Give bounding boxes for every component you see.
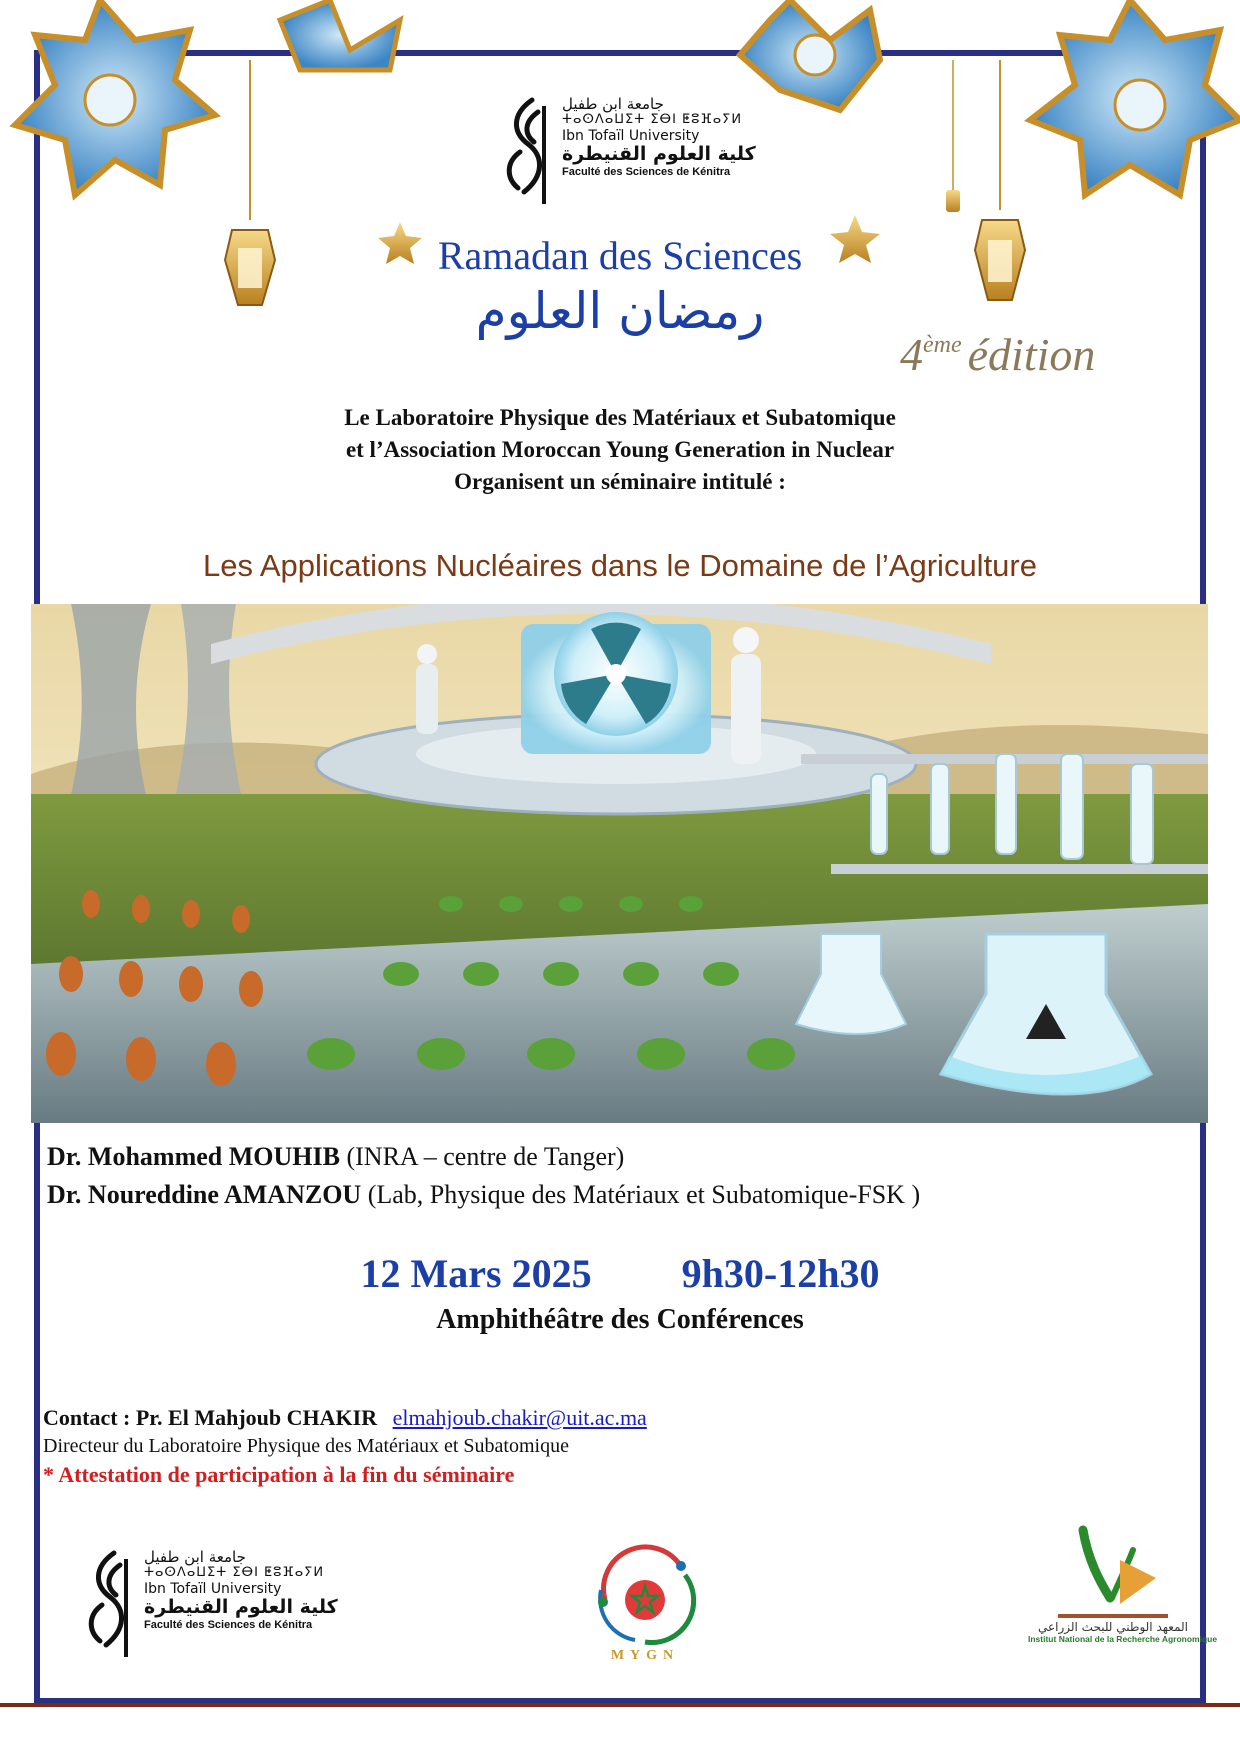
university-emblem-icon [80,1545,140,1665]
bottom-rule [0,1703,1240,1707]
university-name-en: Ibn Tofaïl University [562,128,700,145]
university-logo-bottom [80,1545,338,1665]
mygn-logo [585,1540,705,1675]
contact-line [43,1405,1143,1431]
organizer-line-1: Le Laboratoire Physique des Matériaux et Subatomique [344,405,896,430]
small-lantern [946,60,960,212]
edition-label [900,328,1160,381]
inra-logo [1028,1520,1218,1670]
contact-email-link[interactable]: elmahjoub.chakir@uit.ac.ma [392,1405,647,1430]
star-flower-left [15,0,215,195]
event-date: 12 Mars 2025 [360,1251,592,1296]
contact-role: Directeur du Laboratoire Physique des Matériaux et Subatomique [43,1435,569,1457]
contact-label: Contact : Pr. El Mahjoub CHAKIR [43,1405,378,1430]
star-flower-center-right [740,0,880,110]
seminar-title: Les Applications Nucléaires dans le Domaine de l’Agriculture [202,548,1037,583]
speakers-list [47,1138,1187,1213]
university-name-ar: جامعة ابن طفيل [562,95,664,113]
faculty-name-fr: Faculté des Sciences de Kénitra [144,1619,313,1632]
speaker-1-affiliation: (INRA – centre de Tanger) [346,1142,625,1171]
mygn-atom-icon [585,1540,705,1650]
organizer-line-3: Organisent un séminaire intitulé : [454,469,786,495]
star-flower-center-left [280,0,400,70]
lantern-left [225,60,275,305]
event-title-fr: Ramadan des Sciences [437,233,803,278]
event-venue: Amphithéâtre des Conférences [436,1304,804,1335]
university-name-tifinagh: ⵜⴰⵙⴷⴰⵡⵉⵜ ⵉⴱⵏ ⵟⵓⴼⴰⵢⵍ [144,1565,325,1581]
star-flower-right [1030,0,1240,195]
speaker-1 [47,1138,1187,1176]
lantern-right [975,60,1025,300]
scientist-right [731,627,761,764]
university-name-tifinagh: ⵜⴰⵙⴷⴰⵡⵉⵜ ⵉⴱⵏ ⵟⵓⴼⴰⵢⵍ [562,112,743,128]
nuclear-agriculture-illustration [31,604,1208,1123]
faculty-name-fr: Faculté des Sciences de Kénitra [562,166,731,179]
university-emblem-icon [498,92,558,212]
university-name-ar: جامعة ابن طفيل [144,1548,246,1566]
university-name-en: Ibn Tofaïl University [144,1581,282,1598]
inra-name-ar: المعهد الوطني للبحث الزراعي [1037,1620,1189,1634]
attestation-note: * Attestation de participation à la fin du séminaire [43,1462,515,1487]
event-time: 9h30-12h30 [681,1251,880,1296]
event-title-ar: رمضان العلوم [475,282,765,340]
contact-block [43,1405,1143,1488]
scientist-left [416,644,438,734]
speaker-2-affiliation: (Lab, Physique des Matériaux et Subatomique-FSK ) [367,1179,921,1209]
speaker-1-name: Dr. Mohammed MOUHIB [47,1142,340,1171]
edition-number: 4 [900,329,923,380]
university-logo-top [498,92,756,212]
organizers-block [180,402,1060,499]
speaker-2 [47,1176,1187,1214]
faculty-name-ar: كلية العلوم القنيطرة [144,1596,338,1619]
mygn-label: MYGN [610,1648,680,1663]
inra-emblem-icon [1028,1520,1198,1620]
inra-name-fr: Institut National de la Recherche Agronomique [1028,1634,1218,1644]
speaker-2-name: Dr. Noureddine AMANZOU [47,1179,362,1209]
edition-suffix: ème [923,332,962,358]
faculty-name-ar: كلية العلوم القنيطرة [562,143,756,166]
edition-word: édition [967,329,1096,380]
organizer-line-2: et l’Association Moroccan Young Generation in Nuclear [345,437,895,463]
event-datetime [200,1250,1040,1297]
